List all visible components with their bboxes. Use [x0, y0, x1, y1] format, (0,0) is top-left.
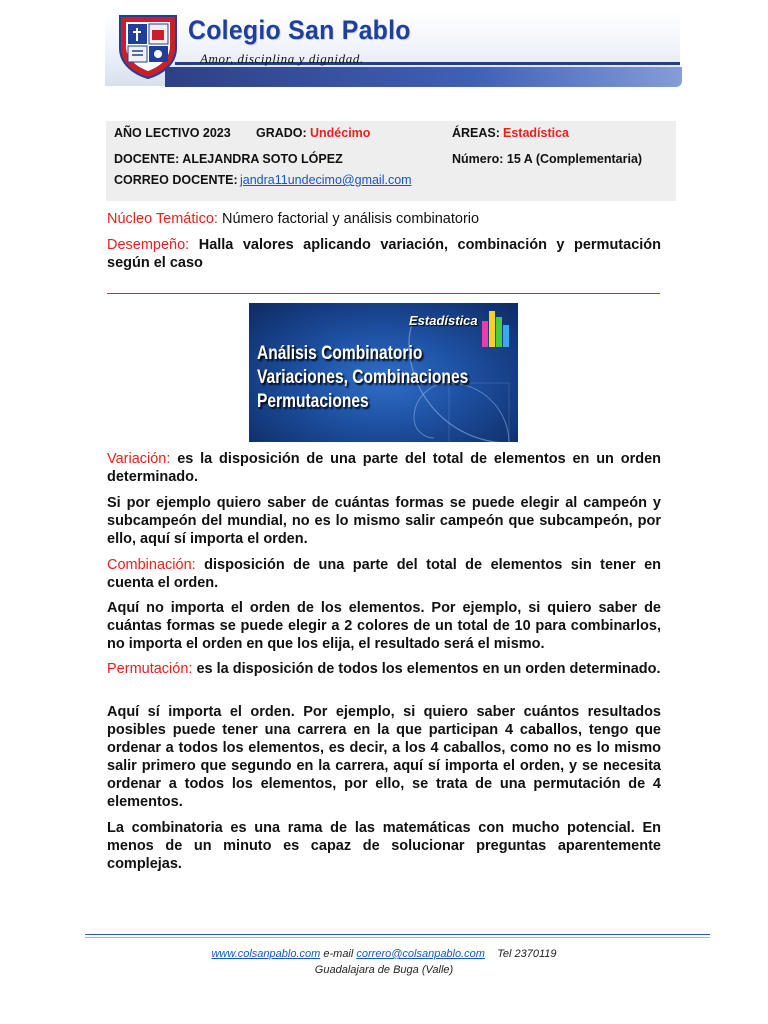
permutacion-definition — [107, 660, 661, 678]
grade-value: Undécimo — [310, 126, 371, 140]
variacion-example: Si por ejemplo quiero saber de cuántas formas se puede elegir al campeón y subcampeón del mundial, no es lo mismo salir campeón que subcampeón, por ello, aquí sí importa el orden. — [107, 495, 661, 547]
cover-title-line2: Variaciones, Combinaciones — [257, 367, 469, 388]
closing-paragraph: La combinatoria es una rama de las matemáticas con mucho potencial. En menos de un minuto es capaz de solucionar preguntas aparentemente complejas. — [107, 820, 661, 872]
nucleo-label: Núcleo Temático: — [107, 211, 218, 227]
variacion-definition — [107, 450, 661, 486]
permutacion-label: Permutación: — [107, 661, 193, 677]
school-year: AÑO LECTIVO 2023 — [114, 126, 231, 140]
permutacion-example: Aquí sí importa el orden. Por ejemplo, si quiero saber cuántos resultados posibles puede tener una carrera en la que participan 4 caballos, tengo que ordenar a todos los elementos, es decir, a los 4 caballos, como no es lo mismo salir primero que segundo en la carrera, aquí sí importa el orden, y se necesita ordenar a todos los elementos, por ello, se trata de una permutación de 4 elementos. — [107, 704, 661, 810]
variacion-label: Variación: — [107, 451, 171, 467]
school-crest-icon — [118, 14, 178, 80]
school-motto: Amor, disciplina y dignidad. — [200, 51, 364, 66]
footer-website-link[interactable]: www.colsanpablo.com — [211, 948, 321, 960]
desempeno-label: Desempeño: — [107, 237, 190, 253]
nucleo-tematico — [107, 210, 661, 228]
bar-chart-icon — [482, 307, 510, 347]
school-name: Colegio San Pablo — [188, 15, 411, 45]
combinacion-label: Combinación: — [107, 557, 196, 573]
variacion-text: es la disposición de una parte del total de elementos en un orden determinado. — [107, 451, 661, 485]
cover-title-line3: Permutaciones — [257, 391, 369, 412]
footer-contact — [0, 948, 768, 960]
cover-title-line1: Análisis Combinatorio — [257, 343, 423, 364]
footer-city: Guadalajara de Buga (Valle) — [314, 964, 454, 976]
areas-value: Estadística — [503, 126, 570, 140]
banner-swoosh — [165, 67, 682, 87]
permutacion-text: es la disposición de todos los elementos en un orden determinado. — [196, 661, 661, 677]
combinacion-definition — [107, 556, 661, 592]
combinacion-text: disposición de una parte del total de elementos sin tener en cuenta el orden. — [107, 557, 661, 591]
course-info-box — [106, 121, 676, 201]
combinatorics-cover-image — [249, 303, 518, 442]
guide-number: Número: 15 A (Complementaria) — [452, 152, 643, 166]
combinacion-example: Aquí no importa el orden de los elementos. Por ejemplo, si quiero saber de cuántas formas se puede elegir a 2 colores de un total de 10 para combinarlos, no importa el orden en que los elija, el resultado será el mismo. — [107, 600, 661, 652]
footer-email-link[interactable]: correro@colsanpablo.com — [356, 948, 485, 960]
cover-tag: Estadística — [409, 313, 478, 328]
desempeno-text: Halla valores aplicando variación, combinación y permutación según el caso — [107, 237, 662, 271]
footer-divider — [85, 934, 710, 935]
teacher-name: DOCENTE: ALEJANDRA SOTO LÓPEZ — [114, 152, 343, 166]
grade-label: GRADO: — [256, 126, 307, 140]
footer-divider-light — [85, 937, 710, 938]
footer-email-label: e-mail — [323, 948, 354, 960]
footer-phone: Tel 2370119 — [497, 948, 557, 960]
teacher-email-label: CORREO DOCENTE: — [114, 173, 238, 187]
teacher-email-link[interactable]: jandra11undecimo@gmail.com — [240, 173, 412, 187]
desempeno — [107, 236, 661, 272]
nucleo-text: Número factorial y análisis combinatorio — [221, 211, 480, 227]
areas-label: ÁREAS: — [452, 126, 500, 140]
section-divider — [107, 293, 660, 294]
